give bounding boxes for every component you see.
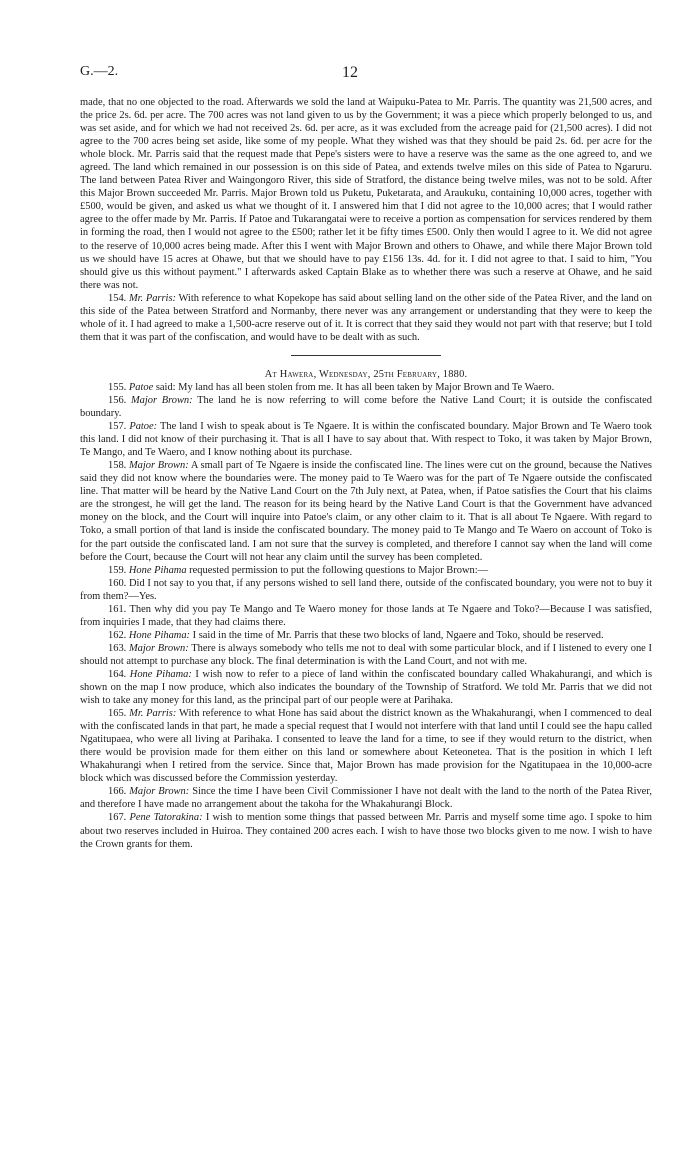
testimony-entry (80, 603, 652, 629)
testimony-entry (80, 785, 652, 811)
speaker-name: Pene Tatorakina: (129, 812, 203, 824)
speaker-name: Hone Pihama: (128, 629, 191, 641)
entry-text: The land he is now referring to will come before the Native Land Court; it is outside the confiscated boundary. (80, 394, 653, 420)
entry-number: 160. (108, 577, 127, 589)
speaker-name: Major Brown: (130, 394, 193, 406)
entry-number: 159. (108, 564, 127, 576)
entry-number: 167. (108, 812, 127, 824)
entry-number: 156. (108, 394, 127, 406)
entry-number: 163. (108, 642, 127, 654)
speaker-name: Mr. Parris: (128, 292, 176, 304)
entry-number: 165. (108, 708, 127, 720)
testimony-entry (80, 707, 652, 785)
speaker-name: Major Brown: (128, 460, 189, 472)
speaker-name: Patoe: (129, 421, 158, 433)
entry-text: Then why did you pay Te Mango and Te Waero money for those lands at Te Ngaere and Toko?—Because I was satisfied, from inquiries I made, that they had claims there. (80, 603, 652, 628)
testimony-entry (80, 394, 652, 420)
testimony-entry (80, 381, 652, 394)
speaker-name: Hone Pihama: (129, 668, 192, 680)
speaker-name: Mr. Parris: (129, 708, 177, 720)
speaker-name: Patoe (128, 381, 154, 393)
entry-text: I said in the time of Mr. Parris that these two blocks of land, Ngaere and Toko, should be reserved. (192, 629, 604, 641)
testimony-entry (80, 811, 652, 850)
testimony-entry (80, 577, 652, 603)
entry-number: 158. (108, 460, 127, 472)
entry-text: The land I wish to speak about is Te Ngaere. It is within the confiscated boundary. Major Brown and Te Waero took this land. I did not know of their purchasing it. That is all I have to say about that. With respect to Toko, it was taken by Major Brown, Te Mango, and Te Waero, and I know nothing about its purchase. (80, 421, 653, 459)
testimony-entry (80, 629, 652, 642)
testimony-entry (80, 420, 652, 459)
entry-text: A small part of Te Ngaere is inside the confiscated line. The lines were cut on the ground, because the Natives said they did not know where the boundaries were. The money paid to Te Waero was for the part of Te Ngaere outside the confiscated line. That matter will be heard by the Native Land Court on the 7th July next, at Patea, when, if Patoe satisfies the Court that his claims are the strongest, he will get the land. The reason for its being heard by the Native Land Court is that the Government have advanced money on the block, and the Court will inquire into Patoe's claim, or any other claim to it. That is all about Te Ngaere. With regard to Toko, a small portion of that land is inside the confiscated boundary. The money paid to Te Mango and Te Waero on account of Toko is for the part outside the confiscated land. I am not sure that the survey is completed, and therefore I cannot say when the land will come before the Court, because the Court will not hear any claim until the survey has been completed. (80, 460, 652, 563)
entry-text: With reference to what Kopekope has said about selling land on the other side of the Patea River, and the land on this side of the Patea between Stratford and Normanby, there never was any arrangement or understanding that they were to keep the whole of it. I had agreed to make a 1,500-acre reserve out of it. It is correct that they said they would not part with that reserve; but I told them that it was part of the confiscation, and would have to be dealt with as such. (80, 292, 653, 343)
entry-number: 157. (108, 421, 127, 433)
paragraph-continued: made, that no one objected to the road. Afterwards we sold the land at Waipuku-Patea to Mr. Parris. The quantity was 21,500 acres, and the price 2s. 6d. per acre. The 700 acres was not land given to us by the Government; it was a piece which properly belonged to us, and was set aside, and for which we had not received 2s. 6d. per acre, as it was excluded from the acreage paid for (21,500 acres). I did not agree to the 700 acres being set aside, like some of my people. What they wished was that they should be paid 2s. 6d. per acre for the whole block. Mr. Parris said that the request made that Pepe's sisters were to have a reserve was the same as the one agreed to, and we agreed. The land which remained in our possession is on this side of Patea, and extends twelve miles on this side of Patea to Ngaruru. The land between Patea River and Waingongoro River, this side of Stratford, the distance being twelve miles, was not to be sold. After this Major Brown succeeded Mr. Parris. Major Brown told us Puketu, Puketarata, and Araukuku, containing 10,000 acres, together with £500, would be given, and asked us what we thought of it. I answered him that I did not agree to the 10,000 acres; that I would rather agree to the offer made by Mr. Parris. If Patoe and Tukarangatai were to receive a portion as compensation for services rendered by them in forming the road, then I would not agree to the £500; rather let it be fifty times £500. Only then would I agree to it. We did not agree to the reserve of 10,000 acres being made. After this I went with Major Brown and others to Ohawe, and while there Major Brown told us we should have 15 acres at Ohawe, but that we should have to pay £156 13s. 4d. for it. I did not agree to that. I said to him, "You should give us this without payment." I afterwards asked Captain Blake as to whether there was such a reserve at Ohawe, and he said there was not. (80, 97, 652, 291)
entry-text: There is always somebody who tells me not to deal with some particular block, and if I listened to every one I should not attempt to purchase any block. The final determination is with the Land Court, and not with me. (80, 642, 652, 667)
page-header (80, 64, 652, 86)
entries-hawera (80, 381, 652, 851)
entry-number: 155. (108, 381, 127, 393)
entry-text: said: My land has all been stolen from me. It has all been taken by Major Brown and Te Waero. (155, 381, 555, 393)
section-heading: At Hawera, Wednesday, 25th February, 1880. (264, 368, 468, 380)
speaker-name: Major Brown: (129, 786, 190, 798)
section-divider (291, 355, 441, 356)
speaker-name: Hone Pihama (128, 564, 187, 576)
entries-before-section (80, 292, 652, 344)
entry-text: requested permission to put the following questions to Major Brown:— (189, 564, 489, 576)
entry-number: 162. (108, 629, 127, 641)
entry-text: I wish to mention some things that passed between Mr. Parris and myself some time ago. I spoke to him about two reserves included in Huiroa. They contained 200 acres each. I wish to have those two blocks given to me now. I wish to have the Crown grants for them. (80, 812, 653, 850)
speaker-name: Major Brown: (128, 642, 189, 654)
entry-text: With reference to what Hone has said about the district known as the Whakahurangi, when I commenced to deal with the confiscated lands in that part, he made a special request that I would not interfere with that land until I could see the hapu called Ngatitupaea, who were all living at Parihaka. I consented to leave the land for a time, to see if they would return to the district, when there would be provision made for them either on this land or somewhere about Keteonetea. That is the position in which I left Whakahurangi when I retired from the service. Since that, Major Brown has made provision for the Ngatitupaea in the 10,000-acre block which was discussed before the Commission yesterday. (80, 708, 652, 785)
testimony-entry (80, 292, 652, 344)
page-number: 12 (342, 64, 358, 81)
testimony-entry (80, 459, 652, 563)
testimony-entry (80, 642, 652, 668)
entry-text: Since the time I have been Civil Commissioner I have not dealt with the land to the north of the Patea River, and therefore I have made no arrangement about the takoha for the Whakahurangi Block. (80, 786, 652, 811)
entry-text: Did I not say to you that, if any persons wished to sell land there, outside of the confiscated boundary, you were not to buy it from them?—Yes. (80, 577, 652, 602)
entry-text: I wish now to refer to a piece of land within the confiscated boundary called Whakahurangi, and which is shown on the map I now produce, which also indicates the boundary of the Township of Stratford. We told Mr. Parris that we did not wish to take any money for this land, as the principal part of our people were at Parihaka. (80, 668, 653, 707)
testimony-entry (80, 564, 652, 577)
entry-number: 164. (108, 668, 127, 680)
testimony-entry (80, 668, 652, 707)
report-reference: G.—2. (80, 64, 119, 79)
entry-number: 161. (108, 603, 127, 615)
entry-number: 166. (108, 786, 127, 798)
document-body (80, 96, 652, 851)
entry-number: 154. (108, 292, 127, 304)
